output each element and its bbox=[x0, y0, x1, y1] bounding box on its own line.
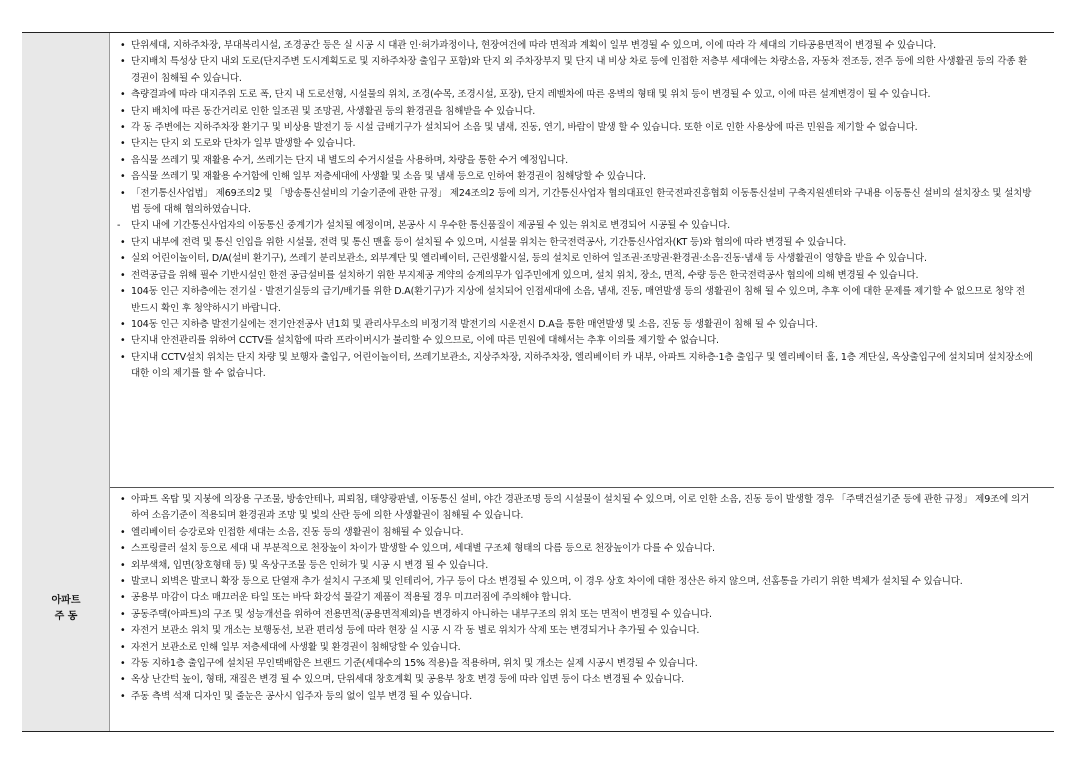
notice-text: 실외 어린이놀이터, D/A(설비 환기구), 쓰레기 분리보관소, 외부계단 및 엘리베이터, 근린생활시설, 등의 설치로 인하여 일조권·조망권·환경권·소음·진동·냄새 등 사생활권이 영향을 받을 수 있습니다. bbox=[131, 253, 927, 265]
bullet-marker: • bbox=[120, 674, 126, 686]
bullet-marker: • bbox=[120, 138, 126, 150]
notice-item bbox=[117, 656, 1036, 672]
notice-text: 공동주택(아파트)의 구조 및 성능개선을 위하여 전용면적(공용면적제외)을 변경하지 아니하는 내부구조의 위치 또는 면적이 변경될 수 있습니다. bbox=[131, 608, 712, 620]
notice-text: 단지는 단지 외 도로와 단차가 일부 발생할 수 있습니다. bbox=[131, 138, 356, 150]
bullet-marker: • bbox=[120, 335, 126, 347]
notice-text: 외부색채, 입면(창호형태 등) 및 옥상구조물 등은 인허가 및 시공 시 변경 될 수 있습니다. bbox=[131, 559, 489, 571]
category-column bbox=[22, 33, 110, 731]
notice-text: 단지 내부에 전력 및 통신 인입을 위한 시설물, 전력 및 통신 맨홀 등이 설치될 수 있으며, 시설물 위치는 한국전력공사, 기간통신사업자(KT 등)와 협의에 따라 변경될 수 있습니다. bbox=[131, 236, 847, 248]
bullet-marker: • bbox=[120, 641, 126, 653]
bullet-marker: • bbox=[120, 318, 126, 330]
bullet-marker: • bbox=[120, 286, 126, 298]
notice-item bbox=[117, 672, 1036, 688]
bullet-marker: • bbox=[120, 690, 126, 702]
notice-item bbox=[117, 54, 1036, 87]
notice-item bbox=[117, 104, 1036, 120]
bullet-marker: • bbox=[120, 608, 126, 620]
bullet-marker: • bbox=[120, 592, 126, 604]
bullet-marker: • bbox=[120, 236, 126, 248]
notice-item bbox=[117, 153, 1036, 169]
bullet-marker: • bbox=[120, 105, 126, 117]
notice-item bbox=[117, 317, 1036, 333]
row-divider bbox=[110, 487, 1054, 488]
notice-text: 음식물 쓰레기 및 재활용 수거, 쓰레기는 단지 내 별도의 수거시설을 사용하며, 차량을 통한 수거 예정입니다. bbox=[131, 154, 568, 166]
notice-text: 단지 배치에 따른 동간거리로 인한 일조권 및 조망권, 사생활권 등의 환경권을 침해받을 수 있습니다. bbox=[131, 105, 536, 117]
bullet-marker: • bbox=[120, 56, 126, 68]
notice-list-building bbox=[117, 492, 1036, 705]
category-label-line1: 아파트 bbox=[51, 595, 81, 606]
notice-item bbox=[117, 251, 1036, 267]
notice-item bbox=[117, 623, 1036, 639]
notice-text: 스프링클러 설치 등으로 세대 내 부분적으로 천장높이 차이가 발생할 수 있으며, 세대별 구조체 형태의 다름 등으로 천장높이가 다를 수 있습니다. bbox=[131, 543, 715, 555]
notice-item bbox=[117, 640, 1036, 656]
notice-item bbox=[117, 235, 1036, 251]
notice-text: 주동 측벽 석재 디자인 및 줄눈은 공사시 입주자 등의 없이 일부 변경 될 수 있습니다. bbox=[131, 690, 472, 702]
notice-item bbox=[117, 350, 1036, 383]
notice-text: 단지 내에 기간통신사업자의 이동통신 중계기가 설치될 예정이며, 본공사 시 우수한 통신품질이 제공될 수 있는 위치로 변경되어 시공될 수 있습니다. bbox=[131, 220, 731, 232]
notice-table bbox=[22, 32, 1054, 732]
notice-text: 아파트 옥탑 및 지붕에 의장용 구조물, 방송안테나, 피뢰침, 태양광판넬, 이동통신 설비, 야간 경관조명 등의 시설물이 설치될 수 있으며, 이로 인한 소음, 진동 등이 발생할 경우 「주택건설기준 등에 관한 규정」 제9조에 의거하여 소음기준이 적용되며 환경권과 조망 및 빛의 산란 등에 의한 사생활권이 침해될 수 있습니다. bbox=[131, 494, 1030, 522]
notice-item bbox=[117, 333, 1036, 349]
notice-item bbox=[117, 136, 1036, 152]
notice-text: 전력공급을 위해 필수 기반시설인 한전 공급설비를 설치하기 위한 부지제공 계약의 승계의무가 입주민에게 있으며, 설치 위치, 장소, 면적, 수량 등은 한국전력공사 협의에 의해 변경될 수 있습니다. bbox=[131, 269, 919, 281]
bullet-marker: • bbox=[120, 171, 126, 183]
notice-text: 단지배치 특성상 단지 내외 도로(단지주변 도시계획도로 및 지하주차장 출입구 포함)와 단지 외 주차장부지 및 단지 내 비상 차로 등에 인접한 저층부 세대에는 차량소음, 자동차 전조등, 전주 등에 의한 사생활권 등의 각종 환경권이 침해될 수 있습니다. bbox=[131, 56, 1028, 84]
bullet-marker: • bbox=[120, 351, 126, 363]
notice-text: 단지내 안전관리를 위하여 CCTV를 설치함에 따라 프라이버시가 불리할 수 있으므로, 이에 따른 민원에 대해서는 추후 이의를 제기할 수 없습니다. bbox=[131, 335, 719, 347]
notice-item bbox=[117, 218, 1036, 234]
category-label-line2: 주 동 bbox=[54, 611, 78, 622]
bullet-marker: • bbox=[120, 658, 126, 670]
notice-text: 「전기통신사업법」 제69조의2 및 「방송통신설비의 기술기준에 관한 규정」 제24조의2 등에 의거, 기간통신사업자 협의대표인 한국전파진흥협회 이동통신설비 구축지원센터와 구내용 이동통신 설비의 설치장소 및 설치방법 등에 대해 협의하였습니다. bbox=[131, 187, 1032, 216]
notice-item bbox=[117, 284, 1036, 317]
notice-text: 104동 인근 지하층 발전기실에는 전기안전공사 년1회 및 관리사무소의 비정기적 발전기의 시운전시 D.A을 통한 매연발생 및 소음, 진동 등 생활권이 침해 될 수 있습니다. bbox=[131, 318, 818, 330]
notice-text: 측량결과에 따라 대지주위 도로 폭, 단지 내 도로선형, 시설물의 위치, 조경(수목, 조경시설, 포장), 단지 레벨차에 따른 옹벽의 형태 및 위치 등이 변경될 수 있고, 이에 따른 설계변경이 될 수 있습니다. bbox=[131, 89, 931, 101]
bullet-marker: • bbox=[120, 89, 126, 101]
notice-text: 자전거 보관소 위치 및 개소는 보행동선, 보관 편리성 등에 따라 현장 실 시공 시 각 동 별로 위치가 삭제 또는 변경되거나 추가될 수 있습니다. bbox=[131, 625, 700, 637]
notice-item bbox=[117, 169, 1036, 185]
bullet-marker: • bbox=[120, 576, 126, 588]
notice-text: 각동 지하1층 출입구에 설치된 무인택배함은 브랜드 기준(세대수의 15% 적용)을 적용하며, 위치 및 개소는 실제 시공시 변경될 수 있습니다. bbox=[131, 658, 698, 670]
notice-item bbox=[117, 590, 1036, 606]
bullet-marker: • bbox=[120, 253, 126, 265]
bullet-marker: • bbox=[120, 494, 126, 505]
notice-item bbox=[117, 38, 1036, 54]
notice-item bbox=[117, 120, 1036, 136]
notice-item bbox=[117, 492, 1036, 525]
bullet-marker: • bbox=[120, 543, 126, 555]
notice-list-site bbox=[117, 38, 1036, 383]
notice-text: 공용부 마감이 다소 매끄러운 타일 또는 바닥 화강석 물갈기 제품이 적용될 경우 미끄러짐에 주의해야 합니다. bbox=[131, 592, 572, 604]
notice-text: 엘리베이터 승강로와 인접한 세대는 소음, 진동 등의 생활권이 침해될 수 있습니다. bbox=[131, 526, 464, 538]
notice-item bbox=[117, 525, 1036, 541]
notice-text: 단위세대, 지하주차장, 부대복리시설, 조경공간 등은 실 시공 시 대관 인·허가과정이나, 현장여건에 따라 면적과 계획이 일부 변경될 수 있으며, 이에 따라 각 세대의 기타공용면적이 변경될 수 있습니다. bbox=[131, 40, 936, 51]
notice-text: 음식물 쓰레기 및 재활용 수거함에 인해 일부 저층세대에 사생활 및 소음 및 냄새 등으로 인하여 환경권이 침해당할 수 있습니다. bbox=[131, 171, 646, 183]
bullet-marker: • bbox=[120, 526, 126, 538]
notice-text: 104동 인근 지하층에는 전기실 · 발전기실등의 급기/배기를 위한 D.A(환기구)가 지상에 설치되어 인접세대에 소음, 냄새, 진동, 매연발생 등의 생활권이 침해 될 수 있으며, 추후 이에 대한 문제를 제기할 수 없으므로 청약 전 반드시 확인 후 청약하시기 바랍니다. bbox=[131, 286, 1025, 314]
bullet-marker: • bbox=[120, 122, 126, 134]
bullet-marker: - bbox=[117, 220, 121, 232]
notice-text: 발코니 외벽은 발코니 확장 등으로 단열재 추가 설치시 구조체 및 인테리어, 가구 등이 다소 변경될 수 있으며, 이 경우 상호 차이에 대한 정산은 하지 않으며, 선홈통을 가리기 위한 벽체가 설치될 수 있습니다. bbox=[131, 576, 963, 588]
category-label bbox=[22, 593, 110, 625]
notice-item bbox=[117, 268, 1036, 284]
notice-item bbox=[117, 607, 1036, 623]
notice-item bbox=[117, 558, 1036, 574]
notice-text: 단지내 CCTV설치 위치는 단지 차량 및 보행자 출입구, 어린이놀이터, 쓰레기보관소, 지상주차장, 지하주차장, 엘리베이터 카 내부, 아파트 지하층·1층 출입구 및 엘리베이터 홀, 1층 계단실, 옥상출입구에 설치되며 설치장소에 대한 이의 제기를 할 수 없습니다. bbox=[131, 351, 1033, 380]
bullet-marker: • bbox=[120, 269, 126, 281]
bullet-marker: • bbox=[120, 154, 126, 166]
notice-text: 옥상 난간턱 높이, 형태, 재질은 변경 될 수 있으며, 단위세대 창호계획 및 공용부 창호 변경 등에 따라 입면 등이 다소 변경될 수 있습니다. bbox=[131, 674, 685, 686]
notice-item bbox=[117, 87, 1036, 103]
notice-text: 자전거 보관소로 인해 일부 저층세대에 사생활 및 환경권이 침해당할 수 있습니다. bbox=[131, 641, 461, 653]
bullet-marker: • bbox=[120, 559, 126, 571]
bullet-marker: • bbox=[120, 625, 126, 637]
notice-item bbox=[117, 541, 1036, 557]
notice-item bbox=[117, 186, 1036, 219]
bullet-marker: • bbox=[120, 40, 126, 51]
bullet-marker: • bbox=[120, 187, 126, 199]
notice-item bbox=[117, 574, 1036, 590]
notice-item bbox=[117, 689, 1036, 705]
notice-text: 각 동 주변에는 지하주차장 환기구 및 비상용 발전기 등 시설 급배기구가 설치되어 소음 및 냄새, 진동, 연기, 바람이 발생 할 수 있습니다. 또한 이로 인한 사용상에 따른 민원을 제기할 수 없습니다. bbox=[131, 122, 918, 134]
